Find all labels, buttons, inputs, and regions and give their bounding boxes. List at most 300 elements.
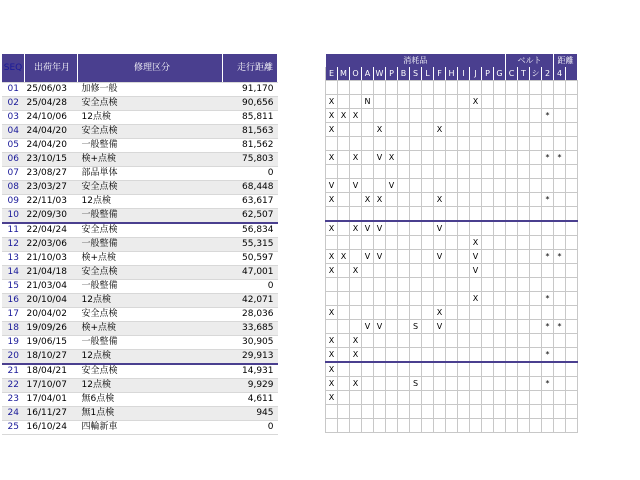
- grid-cell: [506, 264, 518, 278]
- table-row: [2, 266, 278, 280]
- row-seq: 11: [2, 223, 25, 238]
- row-seq: 09: [2, 195, 25, 209]
- grid-cell: [566, 306, 578, 320]
- grid-cell: [566, 123, 578, 137]
- grid-cell: [482, 334, 494, 348]
- grid-cell: [554, 334, 566, 348]
- grid-cell: [386, 419, 398, 433]
- grid-cell: *: [542, 348, 554, 363]
- grid-cell: [506, 179, 518, 193]
- grid-cell: [494, 95, 506, 109]
- grid-cell: [350, 123, 362, 137]
- grid-cell: [566, 207, 578, 222]
- grid-cell: [554, 165, 566, 179]
- grid-cell: [566, 236, 578, 250]
- row-kind: 安全点検: [78, 223, 223, 238]
- grid-cell: [458, 81, 470, 95]
- grid-cell: [398, 95, 410, 109]
- grid-row: [326, 292, 578, 306]
- row-distance: 68,448: [223, 181, 278, 195]
- row-date: 23/08/27: [25, 167, 78, 181]
- grid-cell: [338, 123, 350, 137]
- grid-cell: X: [326, 109, 338, 123]
- row-seq: 10: [2, 209, 25, 224]
- grid-cell: [374, 109, 386, 123]
- grid-cell: [458, 377, 470, 391]
- grid-cell: [362, 362, 374, 377]
- grid-cell: [482, 123, 494, 137]
- table-row: [2, 223, 278, 238]
- grid-cell: [518, 391, 530, 405]
- row-date: 17/04/01: [25, 393, 78, 407]
- grid-cell: [494, 179, 506, 193]
- grid-cell: [566, 264, 578, 278]
- grid-cell: *: [542, 250, 554, 264]
- grid-cell: [566, 137, 578, 151]
- grid-cell: [362, 292, 374, 306]
- row-distance: 62,507: [223, 209, 278, 224]
- grid-cell: [506, 419, 518, 433]
- grid-cell: [566, 109, 578, 123]
- grid-cell: [338, 306, 350, 320]
- grid-cell: [398, 236, 410, 250]
- grid-cell: [398, 264, 410, 278]
- grid-cell: [554, 405, 566, 419]
- grid-cell: [554, 236, 566, 250]
- row-distance: 29,913: [223, 350, 278, 365]
- grid-cell: [386, 362, 398, 377]
- row-date: 24/04/20: [25, 125, 78, 139]
- grid-cell: [566, 419, 578, 433]
- row-distance: 85,811: [223, 111, 278, 125]
- grid-cell: [350, 278, 362, 292]
- sub-header: E: [326, 67, 338, 81]
- grid-cell: [410, 179, 422, 193]
- grid-cell: X: [326, 123, 338, 137]
- grid-cell: [530, 292, 542, 306]
- grid-cell: [398, 250, 410, 264]
- grid-cell: [482, 419, 494, 433]
- grid-cell: *: [542, 193, 554, 207]
- grid-cell: [542, 137, 554, 151]
- grid-cell: [494, 292, 506, 306]
- grid-cell: [494, 334, 506, 348]
- grid-cell: [458, 123, 470, 137]
- grid-cell: [362, 391, 374, 405]
- grid-cell: [338, 221, 350, 236]
- grid-cell: [374, 81, 386, 95]
- grid-cell: [482, 320, 494, 334]
- grid-cell: [398, 278, 410, 292]
- grid-cell: [422, 236, 434, 250]
- row-kind: 検+点検: [78, 322, 223, 336]
- grid-cell: [470, 123, 482, 137]
- group-header: 消耗品: [326, 54, 506, 67]
- grid-cell: *: [542, 151, 554, 165]
- grid-cell: [410, 306, 422, 320]
- grid-cell: [494, 250, 506, 264]
- grid-cell: V: [434, 320, 446, 334]
- row-distance: 0: [223, 167, 278, 181]
- grid-cell: [554, 264, 566, 278]
- grid-cell: [350, 250, 362, 264]
- grid-cell: [530, 221, 542, 236]
- grid-cell: [482, 377, 494, 391]
- grid-cell: [434, 179, 446, 193]
- sub-header: 4: [554, 67, 566, 81]
- grid-cell: [494, 165, 506, 179]
- row-date: 21/03/04: [25, 280, 78, 294]
- grid-cell: [350, 419, 362, 433]
- grid-cell: X: [470, 95, 482, 109]
- grid-cell: [434, 362, 446, 377]
- grid-cell: [482, 362, 494, 377]
- grid-cell: [326, 165, 338, 179]
- grid-cell: [410, 95, 422, 109]
- grid-cell: [446, 320, 458, 334]
- grid-cell: [518, 306, 530, 320]
- grid-cell: [518, 250, 530, 264]
- grid-cell: [470, 362, 482, 377]
- row-date: 17/10/07: [25, 379, 78, 393]
- table-row: [2, 83, 278, 97]
- grid-cell: [350, 193, 362, 207]
- grid-cell: [434, 419, 446, 433]
- grid-cell: [398, 123, 410, 137]
- grid-cell: [530, 236, 542, 250]
- grid-cell: [518, 236, 530, 250]
- grid-cell: [338, 278, 350, 292]
- grid-cell: [422, 165, 434, 179]
- grid-cell: [362, 81, 374, 95]
- grid-cell: [374, 236, 386, 250]
- grid-cell: [482, 292, 494, 306]
- grid-cell: [446, 306, 458, 320]
- grid-cell: [482, 264, 494, 278]
- grid-cell: [518, 137, 530, 151]
- grid-cell: [434, 334, 446, 348]
- grid-cell: [374, 419, 386, 433]
- grid-cell: [494, 320, 506, 334]
- row-seq: 24: [2, 407, 25, 421]
- row-seq: 17: [2, 308, 25, 322]
- grid-row: [326, 264, 578, 278]
- grid-cell: [518, 193, 530, 207]
- grid-cell: [482, 221, 494, 236]
- grid-cell: [386, 123, 398, 137]
- grid-cell: [338, 362, 350, 377]
- table-row: [2, 308, 278, 322]
- grid-cell: [422, 123, 434, 137]
- row-distance: 90,656: [223, 97, 278, 111]
- grid-cell: [434, 236, 446, 250]
- grid-cell: [338, 95, 350, 109]
- row-distance: 30,905: [223, 336, 278, 350]
- grid-cell: [506, 137, 518, 151]
- grid-cell: [434, 391, 446, 405]
- grid-cell: [386, 391, 398, 405]
- row-distance: 4,611: [223, 393, 278, 407]
- history-table: [2, 54, 278, 435]
- grid-cell: [458, 292, 470, 306]
- grid-cell: [374, 207, 386, 222]
- table-row: [2, 97, 278, 111]
- grid-cell: [422, 419, 434, 433]
- sub-header: P: [482, 67, 494, 81]
- row-seq: 21: [2, 364, 25, 379]
- grid-row: [326, 320, 578, 334]
- row-date: 22/04/24: [25, 223, 78, 238]
- table-row: [2, 421, 278, 435]
- grid-cell: X: [362, 193, 374, 207]
- sub-header: J: [470, 67, 482, 81]
- row-kind: 四輪新車: [78, 421, 223, 435]
- grid-cell: [494, 278, 506, 292]
- grid-cell: [410, 292, 422, 306]
- grid-cell: [446, 193, 458, 207]
- grid-cell: [386, 278, 398, 292]
- row-kind: 12点検: [78, 195, 223, 209]
- grid-cell: [530, 250, 542, 264]
- row-kind: 安全点検: [78, 97, 223, 111]
- grid-row: [326, 362, 578, 377]
- grid-cell: [422, 377, 434, 391]
- grid-cell: [518, 292, 530, 306]
- grid-cell: [350, 292, 362, 306]
- grid-cell: [410, 405, 422, 419]
- grid-cell: [458, 320, 470, 334]
- grid-cell: [386, 109, 398, 123]
- grid-cell: [434, 165, 446, 179]
- row-kind: 無6点検: [78, 393, 223, 407]
- grid-cell: [542, 278, 554, 292]
- grid-cell: [374, 362, 386, 377]
- grid-cell: [470, 81, 482, 95]
- sub-header: I: [458, 67, 470, 81]
- grid-cell: [542, 81, 554, 95]
- table-row: [2, 364, 278, 379]
- grid-cell: [542, 306, 554, 320]
- grid-cell: [386, 348, 398, 363]
- grid-cell: [446, 95, 458, 109]
- grid-cell: [482, 391, 494, 405]
- grid-cell: [530, 391, 542, 405]
- grid-row: [326, 250, 578, 264]
- grid-cell: [326, 236, 338, 250]
- grid-cell: [338, 377, 350, 391]
- grid-row: [326, 123, 578, 137]
- grid-cell: [506, 391, 518, 405]
- grid-cell: [482, 193, 494, 207]
- sub-header: G: [494, 67, 506, 81]
- grid-cell: V: [350, 179, 362, 193]
- grid-cell: N: [362, 95, 374, 109]
- grid-cell: [458, 250, 470, 264]
- grid-cell: [482, 250, 494, 264]
- grid-cell: [410, 348, 422, 363]
- row-date: 22/09/30: [25, 209, 78, 224]
- grid-cell: [386, 320, 398, 334]
- grid-cell: [386, 193, 398, 207]
- grid-cell: [398, 419, 410, 433]
- grid-cell: [374, 179, 386, 193]
- row-distance: 9,929: [223, 379, 278, 393]
- grid-cell: [374, 377, 386, 391]
- sub-header: B: [398, 67, 410, 81]
- grid-cell: [566, 320, 578, 334]
- grid-cell: [326, 292, 338, 306]
- row-seq: 06: [2, 153, 25, 167]
- grid-cell: [506, 320, 518, 334]
- grid-cell: [518, 278, 530, 292]
- grid-cell: [398, 334, 410, 348]
- grid-cell: [422, 348, 434, 363]
- grid-cell: X: [326, 151, 338, 165]
- grid-cell: [506, 236, 518, 250]
- grid-cell: [542, 419, 554, 433]
- grid-cell: [446, 151, 458, 165]
- row-kind: 12点検: [78, 111, 223, 125]
- grid-cell: X: [434, 193, 446, 207]
- grid-cell: [350, 306, 362, 320]
- grid-cell: [542, 221, 554, 236]
- grid-cell: [494, 391, 506, 405]
- grid-cell: [470, 419, 482, 433]
- grid-cell: [446, 221, 458, 236]
- grid-row: [326, 221, 578, 236]
- grid-cell: [338, 151, 350, 165]
- grid-cell: [566, 165, 578, 179]
- grid-cell: [470, 377, 482, 391]
- grid-cell: [326, 419, 338, 433]
- grid-cell: [566, 292, 578, 306]
- grid-cell: [326, 405, 338, 419]
- grid-cell: [362, 419, 374, 433]
- grid-cell: [398, 391, 410, 405]
- grid-cell: [506, 193, 518, 207]
- sub-header: M: [338, 67, 350, 81]
- group-header: ベルト: [506, 54, 554, 67]
- grid-cell: [434, 377, 446, 391]
- grid-cell: [422, 306, 434, 320]
- grid-cell: [446, 137, 458, 151]
- grid-cell: X: [350, 151, 362, 165]
- grid-cell: [506, 348, 518, 363]
- grid-cell: [542, 264, 554, 278]
- grid-cell: [338, 320, 350, 334]
- grid-cell: V: [470, 264, 482, 278]
- group-header: 距離: [554, 54, 578, 67]
- grid-cell: V: [434, 221, 446, 236]
- grid-cell: [338, 179, 350, 193]
- grid-cell: [386, 377, 398, 391]
- grid-cell: [422, 362, 434, 377]
- grid-cell: *: [554, 250, 566, 264]
- grid-row: [326, 405, 578, 419]
- grid-cell: [530, 377, 542, 391]
- row-kind: 加修一般: [78, 83, 223, 97]
- sub-header: P: [386, 67, 398, 81]
- grid-cell: [542, 207, 554, 222]
- grid-cell: [374, 278, 386, 292]
- grid-cell: [494, 221, 506, 236]
- grid-cell: [506, 207, 518, 222]
- grid-cell: [566, 377, 578, 391]
- grid-cell: [506, 362, 518, 377]
- grid-cell: X: [386, 151, 398, 165]
- grid-cell: [434, 95, 446, 109]
- grid-cell: [458, 236, 470, 250]
- grid-cell: [470, 151, 482, 165]
- grid-cell: [554, 278, 566, 292]
- row-kind: 12点検: [78, 350, 223, 365]
- grid-cell: [458, 362, 470, 377]
- sub-header: L: [422, 67, 434, 81]
- grid-cell: [362, 179, 374, 193]
- grid-cell: [410, 165, 422, 179]
- grid-cell: [338, 348, 350, 363]
- grid-cell: [554, 391, 566, 405]
- grid-cell: [386, 334, 398, 348]
- row-kind: 12点検: [78, 294, 223, 308]
- grid-cell: [446, 236, 458, 250]
- grid-cell: [350, 81, 362, 95]
- grid-cell: [422, 151, 434, 165]
- grid-cell: V: [434, 250, 446, 264]
- grid-cell: [494, 377, 506, 391]
- grid-row: [326, 348, 578, 363]
- grid-cell: X: [326, 95, 338, 109]
- grid-cell: [422, 193, 434, 207]
- grid-cell: [470, 306, 482, 320]
- row-seq: 12: [2, 238, 25, 252]
- grid-cell: [554, 348, 566, 363]
- grid-row: [326, 151, 578, 165]
- grid-cell: [374, 334, 386, 348]
- grid-row: [326, 165, 578, 179]
- grid-cell: [362, 236, 374, 250]
- grid-cell: [386, 95, 398, 109]
- grid-cell: [542, 179, 554, 193]
- grid-cell: [554, 123, 566, 137]
- grid-cell: X: [350, 334, 362, 348]
- grid-cell: [410, 221, 422, 236]
- row-date: 19/09/26: [25, 322, 78, 336]
- grid-cell: [350, 207, 362, 222]
- grid-cell: [566, 250, 578, 264]
- grid-cell: [458, 264, 470, 278]
- grid-cell: V: [362, 221, 374, 236]
- grid-cell: [542, 391, 554, 405]
- grid-cell: [458, 151, 470, 165]
- grid-cell: [530, 95, 542, 109]
- row-kind: 一般整備: [78, 139, 223, 153]
- grid-cell: [338, 137, 350, 151]
- row-distance: 55,315: [223, 238, 278, 252]
- grid-row: [326, 109, 578, 123]
- sub-header: シ: [530, 67, 542, 81]
- grid-cell: [434, 405, 446, 419]
- row-seq: 23: [2, 393, 25, 407]
- grid-cell: [506, 123, 518, 137]
- grid-cell: X: [326, 377, 338, 391]
- grid-cell: [398, 207, 410, 222]
- grid-cell: V: [362, 320, 374, 334]
- grid-cell: [446, 405, 458, 419]
- grid-cell: [482, 137, 494, 151]
- row-kind: 検+点検: [78, 252, 223, 266]
- grid-cell: [362, 137, 374, 151]
